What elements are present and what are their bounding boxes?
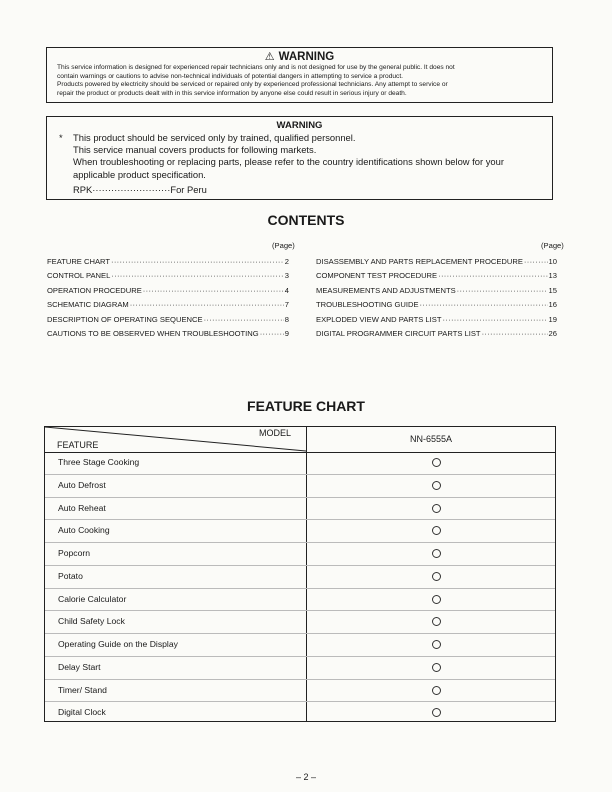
- feature-row: [45, 543, 555, 566]
- toc-entry-label: COMPONENT TEST PROCEDURE: [316, 271, 438, 281]
- toc-entry-label: FEATURE CHART: [47, 257, 111, 266]
- toc-leader-dots: [457, 284, 548, 298]
- feature-name: Potato: [58, 570, 83, 581]
- feature-row: [45, 498, 555, 521]
- service-warning-title: [57, 50, 542, 64]
- circle-mark-icon: [432, 708, 441, 717]
- toc-entry-page: 9: [284, 329, 289, 339]
- toc-leader-dots: [524, 255, 548, 269]
- feature-row: [45, 680, 555, 703]
- toc-leader-dots: [420, 298, 548, 312]
- feature-row: [45, 566, 555, 589]
- circle-mark-icon: [432, 617, 441, 626]
- circle-mark-icon: [432, 686, 441, 695]
- toc-entry: [316, 327, 557, 341]
- toc-entry-label: SCHEMATIC DIAGRAM: [47, 300, 129, 310]
- region-code: RPK: [73, 183, 93, 195]
- circle-mark-icon: [432, 572, 441, 581]
- toc-entry-page: 2: [284, 257, 289, 266]
- toc-entry-label: DISASSEMBLY AND PARTS REPLACEMENT PROCEDURE: [316, 257, 523, 266]
- region-leader-dots: ·························: [92, 183, 171, 195]
- toc-entry-label: EXPLODED VIEW AND PARTS LIST: [316, 314, 442, 324]
- toc-entry-page: 13: [548, 271, 557, 281]
- toc-entry-page: 3: [284, 271, 289, 281]
- market-warning-text: [57, 132, 542, 196]
- toc-entry-page: 10: [548, 257, 557, 266]
- service-warning-line: This service information is designed for experienced repair technicians only and is not designed for use by the general public. It does not: [57, 64, 455, 71]
- feature-row: [45, 657, 555, 680]
- toc-entry-label: TROUBLESHOOTING GUIDE: [316, 300, 419, 310]
- contents-left-column: [47, 255, 289, 341]
- toc-entry: [47, 327, 289, 341]
- toc-leader-dots: [482, 327, 548, 341]
- model-name: NN-6555A: [409, 434, 453, 444]
- contents-heading: CONTENTS: [267, 212, 345, 228]
- region-identification: [73, 184, 542, 196]
- toc-entry: [316, 284, 557, 298]
- feature-row: [45, 520, 555, 543]
- contents-page-header-right: (Page): [541, 241, 564, 250]
- feature-chart-table: [44, 426, 556, 722]
- feature-chart-heading: FEATURE CHART: [247, 398, 365, 414]
- feature-row: [45, 611, 555, 634]
- warning-triangle-icon: ⚠: [264, 51, 275, 63]
- circle-mark-icon: [432, 526, 441, 535]
- toc-entry: [47, 284, 289, 298]
- circle-mark-icon: [432, 663, 441, 672]
- feature-name: Three Stage Cooking: [58, 457, 140, 467]
- toc-entry: [47, 298, 289, 312]
- toc-leader-dots: [204, 313, 284, 327]
- toc-entry-label: DESCRIPTION OF OPERATING SEQUENCE: [47, 314, 203, 324]
- bullet-asterisk: *: [59, 132, 63, 143]
- toc-entry-page: 4: [284, 285, 289, 295]
- toc-entry-page: 8: [284, 314, 289, 324]
- toc-entry: [316, 298, 557, 312]
- toc-entry: [47, 255, 289, 269]
- market-warning-line: applicable product specification.: [73, 168, 206, 180]
- feature-name: Digital Clock: [58, 707, 106, 718]
- toc-entry-label: OPERATION PROCEDURE: [47, 285, 142, 295]
- service-warning-line: repair the product or products dealt with in this service information by anyone else could result in serious injury or death.: [57, 89, 407, 97]
- contents-page-header-left: (Page): [272, 241, 295, 250]
- toc-entry: [316, 269, 557, 283]
- toc-entry-label: CAUTIONS TO BE OBSERVED WHEN TROUBLESHOOTING: [47, 329, 259, 339]
- circle-mark-icon: [432, 595, 441, 604]
- circle-mark-icon: [432, 458, 441, 467]
- toc-entry-page: 26: [548, 329, 557, 339]
- feature-row: [45, 452, 555, 475]
- toc-entry-page: 16: [548, 300, 557, 310]
- toc-entry-label: CONTROL PANEL: [47, 271, 111, 281]
- feature-name: Delay Start: [58, 661, 101, 672]
- toc-leader-dots: [111, 269, 283, 283]
- service-warning-line: contain warnings or cautions to advise non-technical individuals of potential dangers in attempting to service a product.: [57, 72, 404, 80]
- page-number: – 2 –: [295, 772, 317, 782]
- feature-name: Auto Reheat: [58, 502, 106, 513]
- feature-row: [45, 589, 555, 612]
- feature-name: Calorie Calculator: [58, 593, 127, 604]
- service-warning-heading: WARNING: [278, 51, 335, 63]
- toc-entry: [47, 269, 289, 283]
- market-warning-box: [46, 116, 553, 200]
- feature-row: [45, 634, 555, 657]
- toc-leader-dots: [143, 284, 284, 298]
- toc-leader-dots: [442, 313, 547, 327]
- feature-name: Timer/ Stand: [58, 684, 107, 695]
- feature-name: Auto Cooking: [58, 525, 110, 536]
- header-model-label: MODEL: [259, 428, 292, 438]
- feature-name: Auto Defrost: [58, 479, 106, 490]
- feature-name: Operating Guide on the Display: [58, 639, 178, 649]
- contents-right-column: [316, 255, 557, 341]
- market-warning-line: This service manual covers products for following markets.: [73, 144, 317, 156]
- toc-entry-page: 15: [548, 285, 557, 295]
- circle-mark-icon: [432, 504, 441, 513]
- market-warning-line: When troubleshooting or replacing parts, please refer to the country identifications shown below for your: [73, 156, 504, 168]
- circle-mark-icon: [432, 549, 441, 558]
- header-feature-label: FEATURE: [57, 440, 99, 450]
- feature-rows: [45, 452, 555, 725]
- feature-row: [45, 702, 555, 725]
- feature-name: Child Safety Lock: [58, 616, 125, 627]
- toc-entry-label: MEASUREMENTS AND ADJUSTMENTS: [316, 285, 456, 295]
- circle-mark-icon: [432, 481, 441, 490]
- service-warning-box: [46, 47, 553, 103]
- toc-leader-dots: [111, 255, 284, 269]
- toc-entry-page: 19: [548, 314, 557, 324]
- toc-entry-label: DIGITAL PROGRAMMER CIRCUIT PARTS LIST: [316, 329, 481, 339]
- toc-leader-dots: [438, 269, 547, 283]
- toc-entry: [316, 313, 557, 327]
- toc-entry: [316, 255, 557, 269]
- region-name: For Peru: [170, 183, 207, 195]
- market-warning-title: WARNING: [276, 120, 323, 131]
- toc-entry: [47, 313, 289, 327]
- toc-leader-dots: [260, 327, 284, 341]
- toc-entry-page: 7: [284, 300, 289, 310]
- circle-mark-icon: [432, 640, 441, 649]
- toc-leader-dots: [130, 298, 284, 312]
- feature-row: [45, 475, 555, 498]
- feature-chart-header: [45, 427, 555, 453]
- feature-name: Popcorn: [58, 548, 91, 558]
- service-warning-text: [57, 64, 542, 98]
- service-warning-line: Products powered by electricity should be serviced or repaired only by experienced professional technicians. Any attempt to service or: [57, 81, 448, 89]
- market-warning-line: This product should be serviced only by trained, qualified personnel.: [73, 132, 356, 143]
